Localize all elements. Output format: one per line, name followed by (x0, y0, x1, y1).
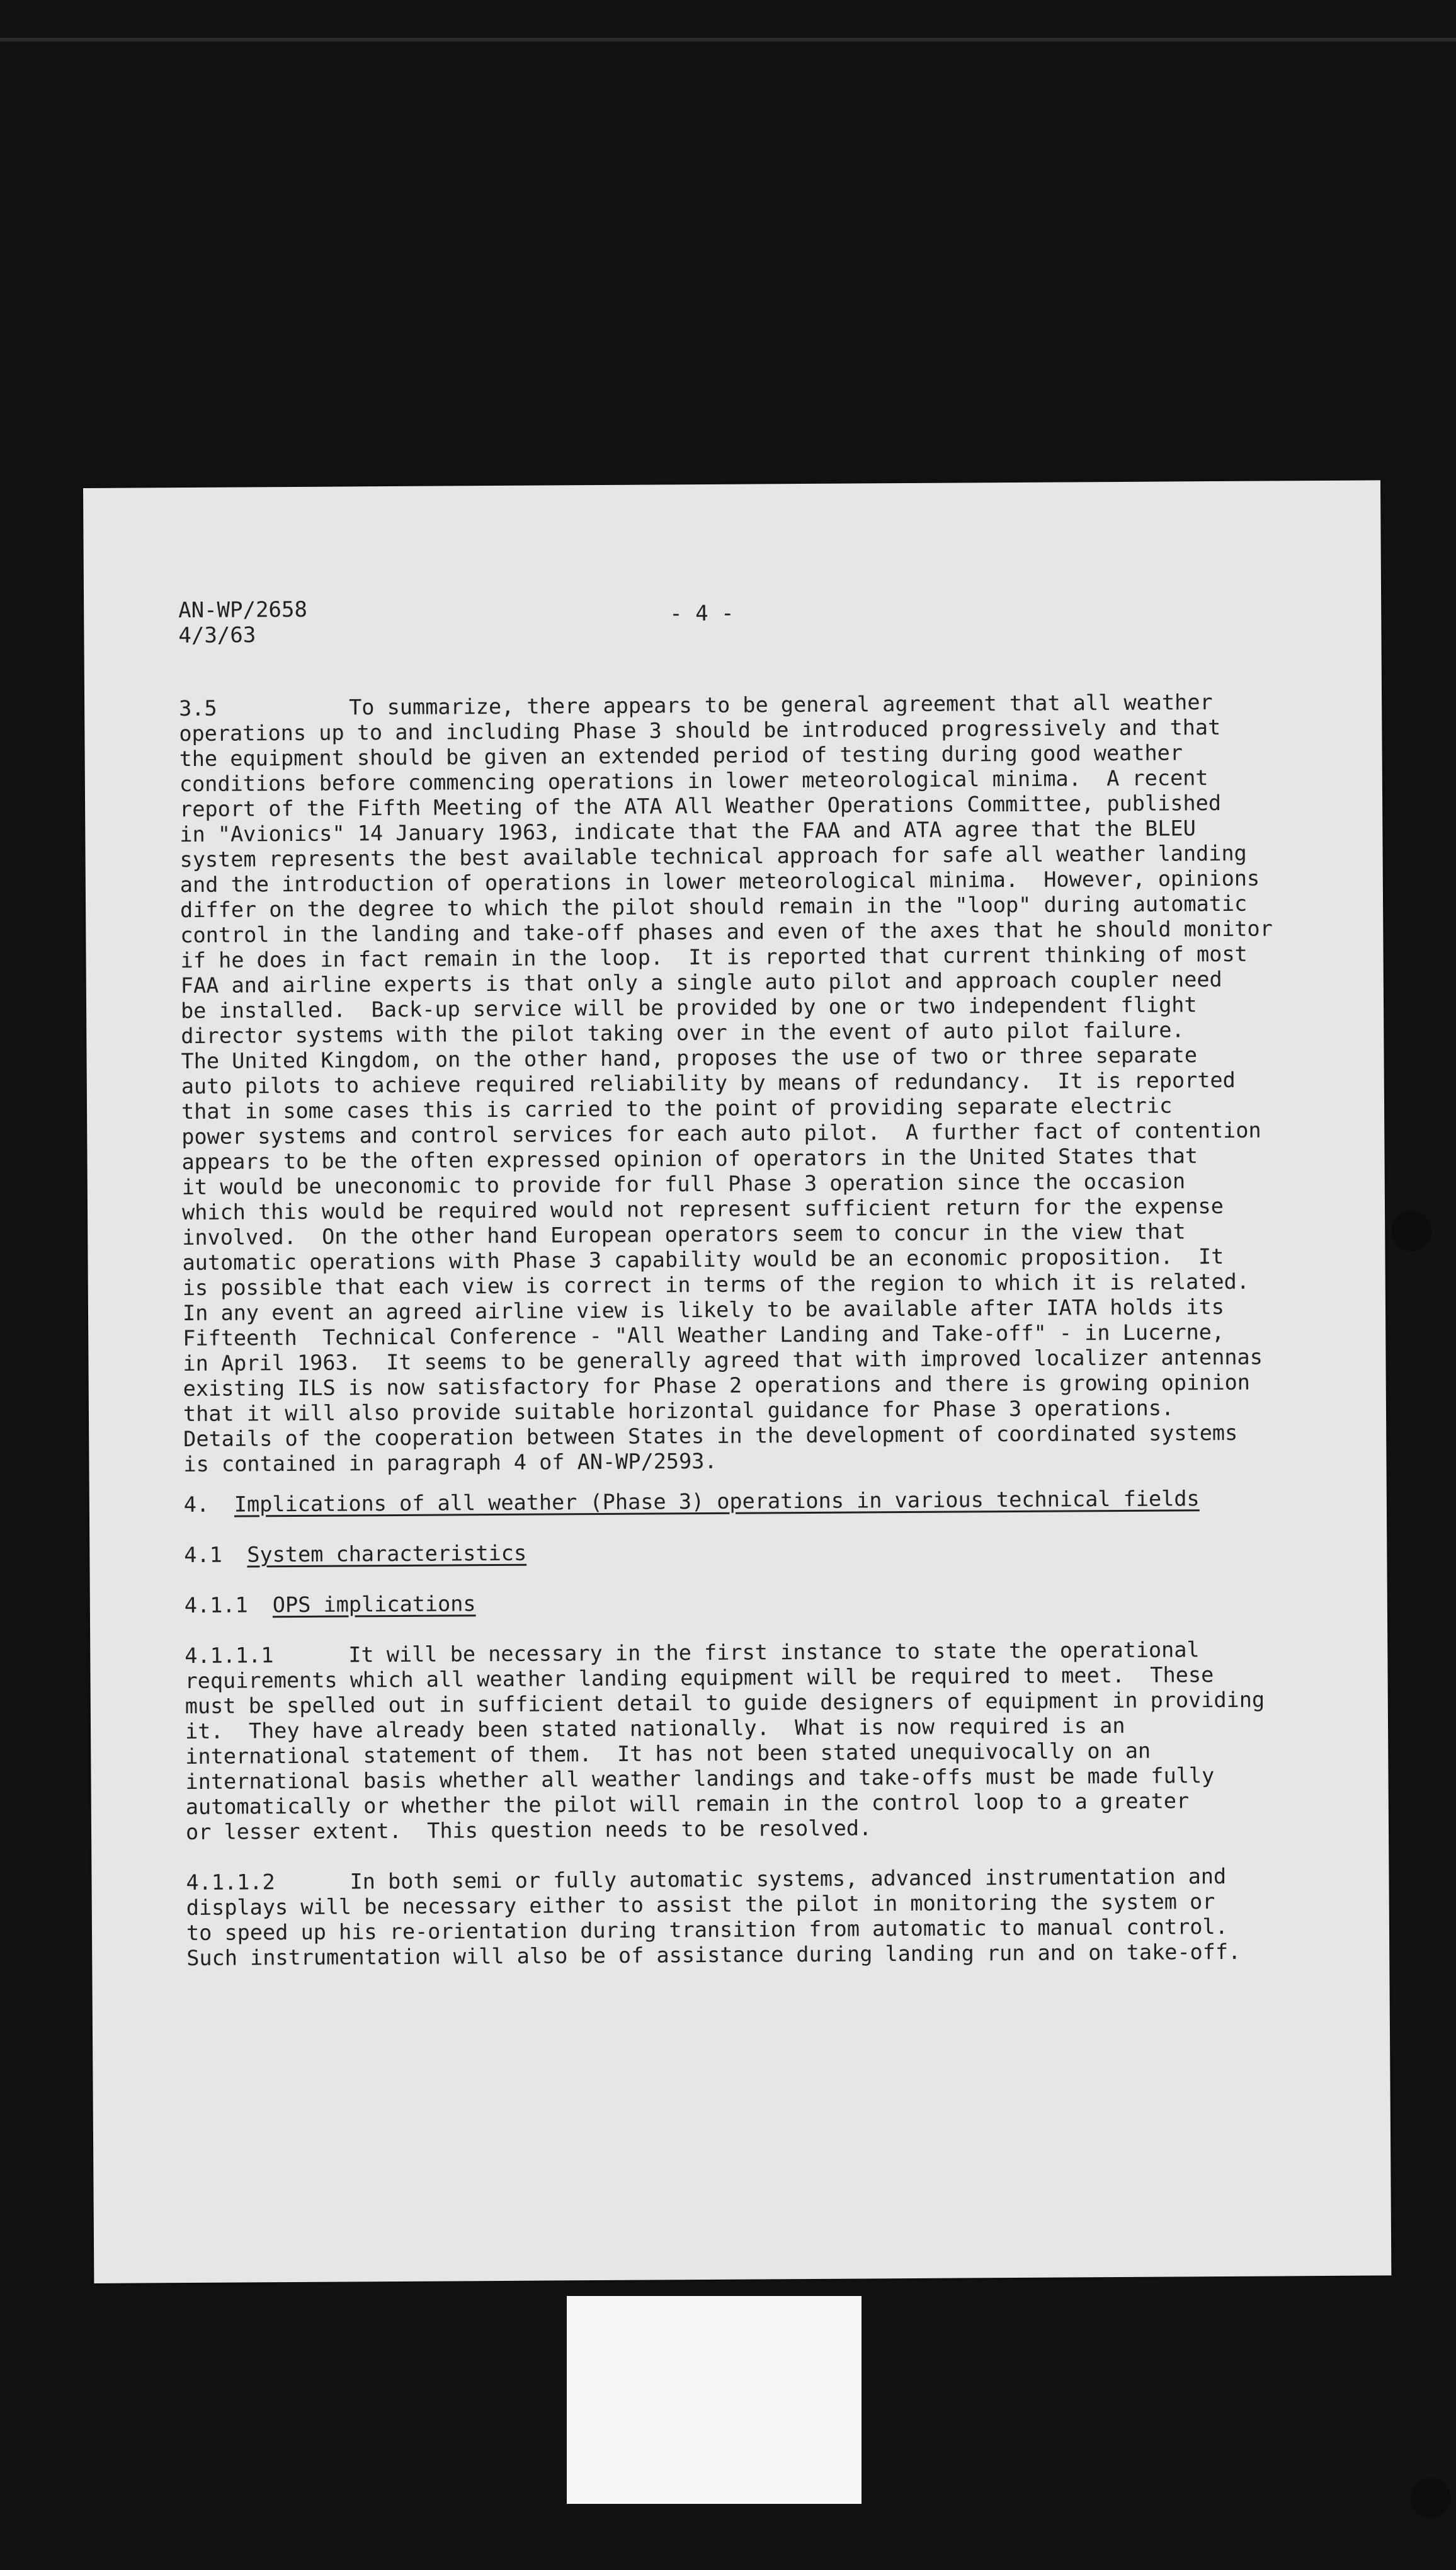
page-content (178, 591, 1370, 1971)
document-number: AN-WP/2658 (178, 597, 308, 624)
heading-title: OPS implications (272, 1591, 476, 1618)
page-header (178, 591, 1363, 661)
film-edge (0, 38, 1456, 42)
document-date: 4/3/63 (178, 622, 256, 649)
heading-number: 4.1 (184, 1542, 222, 1568)
punch-hole-top (1391, 1211, 1431, 1251)
paragraph-4-1-1-2 (186, 1863, 1370, 1971)
paragraph-number: 3.5 (179, 695, 217, 721)
page-number: - 4 - (669, 600, 734, 627)
heading-number: 4.1.1 (184, 1592, 248, 1618)
heading-title: System characteristics (247, 1540, 527, 1567)
paragraph-text: In both semi or fully automatic systems, advanced instrumentation and displays will be necessary either to assist the pilot in monitoring the system or to speed up his re-orientation during transition from automatic to manual control. Such instrumentation will also be of assistance during landing run and on take-off. (186, 1863, 1241, 1971)
paragraph-number: 4.1.1.2 (186, 1870, 275, 1895)
paragraph-text: It will be necessary in the first instance to state the operational requirements which all weather landing equipment will be required to meet. These must be spelled out in sufficient detail to guide designers of equipment in providing it. They have already been stated nationally. What is now required is an international statement of them. It has not been stated unequivocally on an international basis whether all weather landings and take-offs must be made fully automatically or whether the pilot will remain in the control loop to a greater or lesser extent. This question needs to be resolved. (185, 1637, 1265, 1845)
paragraph-3-5 (179, 689, 1368, 1477)
heading-section-4 (184, 1485, 1368, 1517)
document-page (83, 480, 1391, 2283)
paragraph-text: To summarize, there appears to be general agreement that all weather operations up to and including Phase 3 should be introduced progressively and that the equipment should be given an extended period of testing during good weather conditions before commencing operations in lower meteorological minima. A recent report of the Fifth Meeting of the ATA All Weather Operations Committee, published in "Avionics" 14 January 1963, indicate that the FAA and ATA agree that the BLEU system represents the best available technical approach for safe all weather landing and the introduction of operations in lower meteorological minima. However, opinions differ on the degree to which the pilot should remain in the "loop" during automatic control in the landing and take-off phases and even of the axes that he should monitor if he does in fact remain in the loop. It is reported that current thinking of most FAA and airline experts is that only a single auto pilot and approach coupler need be installed. Back-up service will be provided by one or two independent flight director systems with the pilot taking over in the event of auto pilot failure. The United Kingdom, on the other hand, proposes the use of two or three separate auto pilots to achieve required reliability by means of redundancy. It is reported that in some cases this is carried to the point of providing separate electric power systems and control services for each auto pilot. A further fact of contention appears to be the often expressed opinion of operators in the United States that it would be uneconomic to provide for full Phase 3 operation since the occasion which this would be required would not represent sufficient return for the expense involved. On the other hand European operators seem to concur in the view that automatic operations with Phase 3 capability would be an economic proposition. It is possible that each view is correct in terms of the region to which it is related. In any event an agreed airline view is likely to be available after IATA holds its Fifteenth Technical Conference - "All Weather Landing and Take-off" - in Lucerne, in April 1963. It seems to be generally agreed that with improved localizer antennas existing ILS is now satisfactory for Phase 2 operations and there is growing opinion that it will also provide suitable horizontal guidance for Phase 3 operations. Details of the cooperation between States in the development of coordinated systems is contained in paragraph 4 of AN-WP/2593. (179, 690, 1273, 1477)
paragraph-number: 4.1.1.1 (185, 1643, 274, 1669)
heading-title: Implications of all weather (Phase 3) operations in various technical fields (234, 1486, 1200, 1517)
heading-section-4-1 (184, 1536, 1368, 1568)
document-reference (178, 597, 307, 648)
paragraph-4-1-1-1 (185, 1636, 1370, 1845)
heading-section-4-1-1 (185, 1586, 1368, 1618)
blank-card (567, 2296, 862, 2504)
heading-number: 4. (183, 1492, 210, 1517)
punch-hole-bottom (1410, 2478, 1450, 2518)
